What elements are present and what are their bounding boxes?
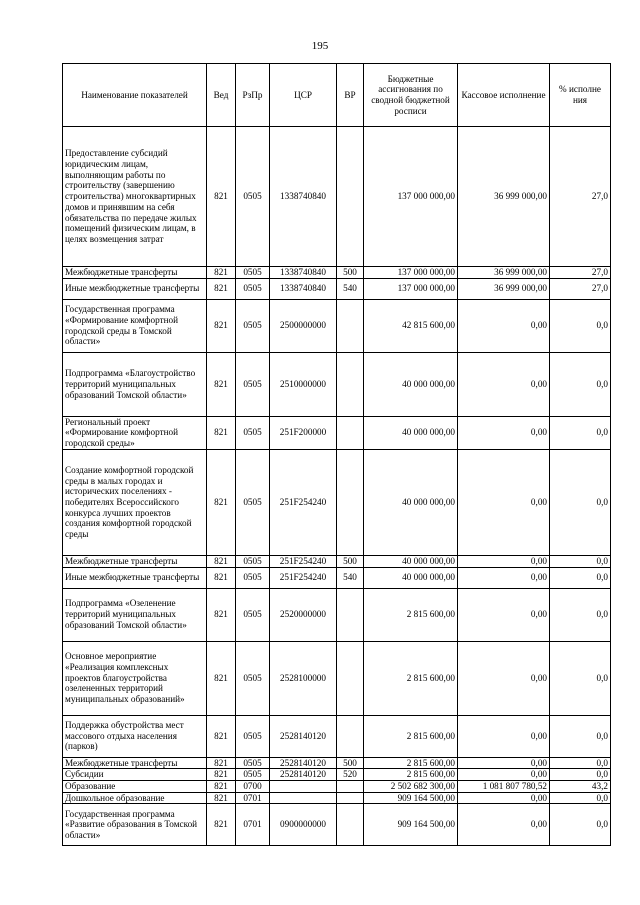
cell-budget: 2 502 682 300,00	[364, 780, 458, 792]
header-name: Наименование показателей	[63, 64, 207, 127]
cell-percent: 0,0	[550, 757, 611, 769]
cell-percent: 0,0	[550, 449, 611, 555]
cell-percent: 27,0	[550, 278, 611, 299]
cell-percent: 27,0	[550, 267, 611, 279]
cell-percent: 43,2	[550, 780, 611, 792]
table-row	[63, 780, 611, 792]
cell-budget: 137 000 000,00	[364, 127, 458, 267]
cell-rzpr: 0505	[236, 127, 270, 267]
cell-ved: 821	[207, 757, 236, 769]
cell-name: Предоставление субсидий юридическим лицам, выполняющим работы по строительству (завершению строительства) многоквартирных домов и принявшим на себя обязательства по передаче жилых помещений физическим лицам, в целях возмещения затрат	[63, 127, 207, 267]
cell-rzpr: 0505	[236, 641, 270, 715]
cell-name: Подпрограмма «Благоустройство территорий муниципальных образований Томской области»	[63, 352, 207, 416]
cell-cash: 0,00	[458, 792, 550, 804]
cell-name: Субсидии	[63, 769, 207, 781]
cell-rzpr: 0505	[236, 555, 270, 567]
cell-budget: 40 000 000,00	[364, 449, 458, 555]
header-percent: % исполне ния	[550, 64, 611, 127]
cell-percent: 0,0	[550, 416, 611, 449]
cell-name: Межбюджетные трансферты	[63, 555, 207, 567]
cell-cash: 0,00	[458, 567, 550, 588]
cell-ved: 821	[207, 715, 236, 757]
cell-csr: 2528100000	[270, 641, 337, 715]
cell-ved: 821	[207, 416, 236, 449]
cell-cash: 0,00	[458, 588, 550, 641]
cell-cash: 0,00	[458, 769, 550, 781]
cell-budget: 137 000 000,00	[364, 278, 458, 299]
cell-vr	[337, 416, 364, 449]
table-row	[63, 588, 611, 641]
budget-table	[62, 63, 611, 846]
cell-budget: 40 000 000,00	[364, 567, 458, 588]
cell-rzpr: 0505	[236, 757, 270, 769]
cell-ved: 821	[207, 299, 236, 352]
table-row	[63, 352, 611, 416]
table-header-row	[63, 64, 611, 127]
cell-rzpr: 0505	[236, 567, 270, 588]
cell-vr: 500	[337, 757, 364, 769]
cell-rzpr: 0505	[236, 278, 270, 299]
header-cash: Кассовое исполнение	[458, 64, 550, 127]
cell-budget: 137 000 000,00	[364, 267, 458, 279]
cell-budget: 2 815 600,00	[364, 641, 458, 715]
cell-ved: 821	[207, 267, 236, 279]
cell-rzpr: 0505	[236, 299, 270, 352]
cell-budget: 2 815 600,00	[364, 757, 458, 769]
cell-vr	[337, 804, 364, 846]
cell-cash: 0,00	[458, 641, 550, 715]
cell-percent: 0,0	[550, 804, 611, 846]
cell-budget: 40 000 000,00	[364, 352, 458, 416]
cell-percent: 0,0	[550, 588, 611, 641]
cell-percent: 0,0	[550, 715, 611, 757]
cell-budget: 2 815 600,00	[364, 715, 458, 757]
cell-budget: 40 000 000,00	[364, 416, 458, 449]
cell-vr: 500	[337, 555, 364, 567]
cell-percent: 27,0	[550, 127, 611, 267]
table-row	[63, 567, 611, 588]
cell-budget: 909 164 500,00	[364, 792, 458, 804]
cell-name: Межбюджетные трансферты	[63, 757, 207, 769]
cell-budget: 2 815 600,00	[364, 588, 458, 641]
cell-csr: 1338740840	[270, 278, 337, 299]
cell-rzpr: 0505	[236, 715, 270, 757]
table-row	[63, 792, 611, 804]
cell-vr	[337, 588, 364, 641]
cell-csr: 2500000000	[270, 299, 337, 352]
cell-csr: 1338740840	[270, 127, 337, 267]
cell-ved: 821	[207, 352, 236, 416]
cell-cash: 0,00	[458, 449, 550, 555]
cell-rzpr: 0701	[236, 804, 270, 846]
table-row	[63, 449, 611, 555]
header-vr: ВР	[337, 64, 364, 127]
cell-rzpr: 0505	[236, 769, 270, 781]
cell-name: Межбюджетные трансферты	[63, 267, 207, 279]
cell-cash: 0,00	[458, 416, 550, 449]
cell-rzpr: 0505	[236, 267, 270, 279]
table-body	[63, 127, 611, 846]
table-row	[63, 757, 611, 769]
cell-ved: 821	[207, 449, 236, 555]
cell-name: Региональный проект «Формирование комфортной городской среды»	[63, 416, 207, 449]
cell-ved: 821	[207, 127, 236, 267]
cell-name: Государственная программа «Развитие образования в Томской области»	[63, 804, 207, 846]
cell-budget: 2 815 600,00	[364, 769, 458, 781]
cell-budget: 42 815 600,00	[364, 299, 458, 352]
cell-cash: 0,00	[458, 757, 550, 769]
cell-cash: 1 081 807 780,52	[458, 780, 550, 792]
table-row	[63, 299, 611, 352]
cell-vr: 520	[337, 769, 364, 781]
cell-cash: 36 999 000,00	[458, 267, 550, 279]
cell-cash: 0,00	[458, 299, 550, 352]
cell-csr: 2528140120	[270, 769, 337, 781]
cell-name: Образование	[63, 780, 207, 792]
cell-vr	[337, 127, 364, 267]
cell-csr	[270, 792, 337, 804]
table-row	[63, 267, 611, 279]
cell-ved: 821	[207, 780, 236, 792]
cell-budget: 40 000 000,00	[364, 555, 458, 567]
cell-rzpr: 0505	[236, 449, 270, 555]
cell-csr: 2520000000	[270, 588, 337, 641]
cell-percent: 0,0	[550, 555, 611, 567]
cell-cash: 36 999 000,00	[458, 278, 550, 299]
cell-name: Государственная программа «Формирование комфортной городской среды в Томской области»	[63, 299, 207, 352]
header-ved: Вед	[207, 64, 236, 127]
cell-vr	[337, 299, 364, 352]
cell-csr: 2528140120	[270, 715, 337, 757]
cell-percent: 0,0	[550, 769, 611, 781]
cell-rzpr: 0700	[236, 780, 270, 792]
cell-ved: 821	[207, 804, 236, 846]
cell-vr: 540	[337, 278, 364, 299]
cell-vr: 500	[337, 267, 364, 279]
table-row	[63, 555, 611, 567]
cell-rzpr: 0701	[236, 792, 270, 804]
cell-csr: 251F254240	[270, 449, 337, 555]
cell-ved: 821	[207, 555, 236, 567]
cell-csr: 251F254240	[270, 567, 337, 588]
cell-ved: 821	[207, 588, 236, 641]
cell-cash: 0,00	[458, 715, 550, 757]
cell-ved: 821	[207, 641, 236, 715]
header-budget: Бюджетные ассигнования по сводной бюджетной росписи	[364, 64, 458, 127]
cell-ved: 821	[207, 769, 236, 781]
table-row	[63, 715, 611, 757]
cell-csr: 1338740840	[270, 267, 337, 279]
cell-cash: 36 999 000,00	[458, 127, 550, 267]
cell-vr	[337, 780, 364, 792]
table-row	[63, 416, 611, 449]
cell-cash: 0,00	[458, 804, 550, 846]
cell-ved: 821	[207, 567, 236, 588]
cell-rzpr: 0505	[236, 416, 270, 449]
cell-vr	[337, 449, 364, 555]
cell-name: Основное мероприятие «Реализация комплексных проектов благоустройства озелененных территорий муниципальных образований»	[63, 641, 207, 715]
cell-name: Подпрограмма «Озеленение территорий муниципальных образований Томской области»	[63, 588, 207, 641]
cell-csr: 251F200000	[270, 416, 337, 449]
cell-cash: 0,00	[458, 555, 550, 567]
cell-percent: 0,0	[550, 792, 611, 804]
cell-ved: 821	[207, 792, 236, 804]
cell-cash: 0,00	[458, 352, 550, 416]
cell-csr: 0900000000	[270, 804, 337, 846]
cell-vr: 540	[337, 567, 364, 588]
cell-name: Создание комфортной городской среды в малых городах и исторических поселениях - победителях Всероссийского конкурса лучших проектов создания комфортной городской среды	[63, 449, 207, 555]
table-row	[63, 641, 611, 715]
page-number: 195	[311, 40, 329, 52]
cell-csr: 2510000000	[270, 352, 337, 416]
table-row	[63, 127, 611, 267]
table-row	[63, 278, 611, 299]
table-row	[63, 804, 611, 846]
cell-vr	[337, 352, 364, 416]
cell-name: Иные межбюджетные трансферты	[63, 567, 207, 588]
cell-csr	[270, 780, 337, 792]
cell-name: Дошкольное образование	[63, 792, 207, 804]
cell-csr: 2528140120	[270, 757, 337, 769]
cell-ved: 821	[207, 278, 236, 299]
cell-percent: 0,0	[550, 567, 611, 588]
cell-percent: 0,0	[550, 641, 611, 715]
cell-percent: 0,0	[550, 352, 611, 416]
cell-name: Поддержка обустройства мест массового отдыха населения (парков)	[63, 715, 207, 757]
cell-vr	[337, 715, 364, 757]
cell-budget: 909 164 500,00	[364, 804, 458, 846]
cell-rzpr: 0505	[236, 588, 270, 641]
cell-name: Иные межбюджетные трансферты	[63, 278, 207, 299]
header-csr: ЦСР	[270, 64, 337, 127]
cell-vr	[337, 641, 364, 715]
cell-percent: 0,0	[550, 299, 611, 352]
cell-rzpr: 0505	[236, 352, 270, 416]
cell-csr: 251F254240	[270, 555, 337, 567]
header-rzpr: РзПр	[236, 64, 270, 127]
cell-vr	[337, 792, 364, 804]
table-row	[63, 769, 611, 781]
